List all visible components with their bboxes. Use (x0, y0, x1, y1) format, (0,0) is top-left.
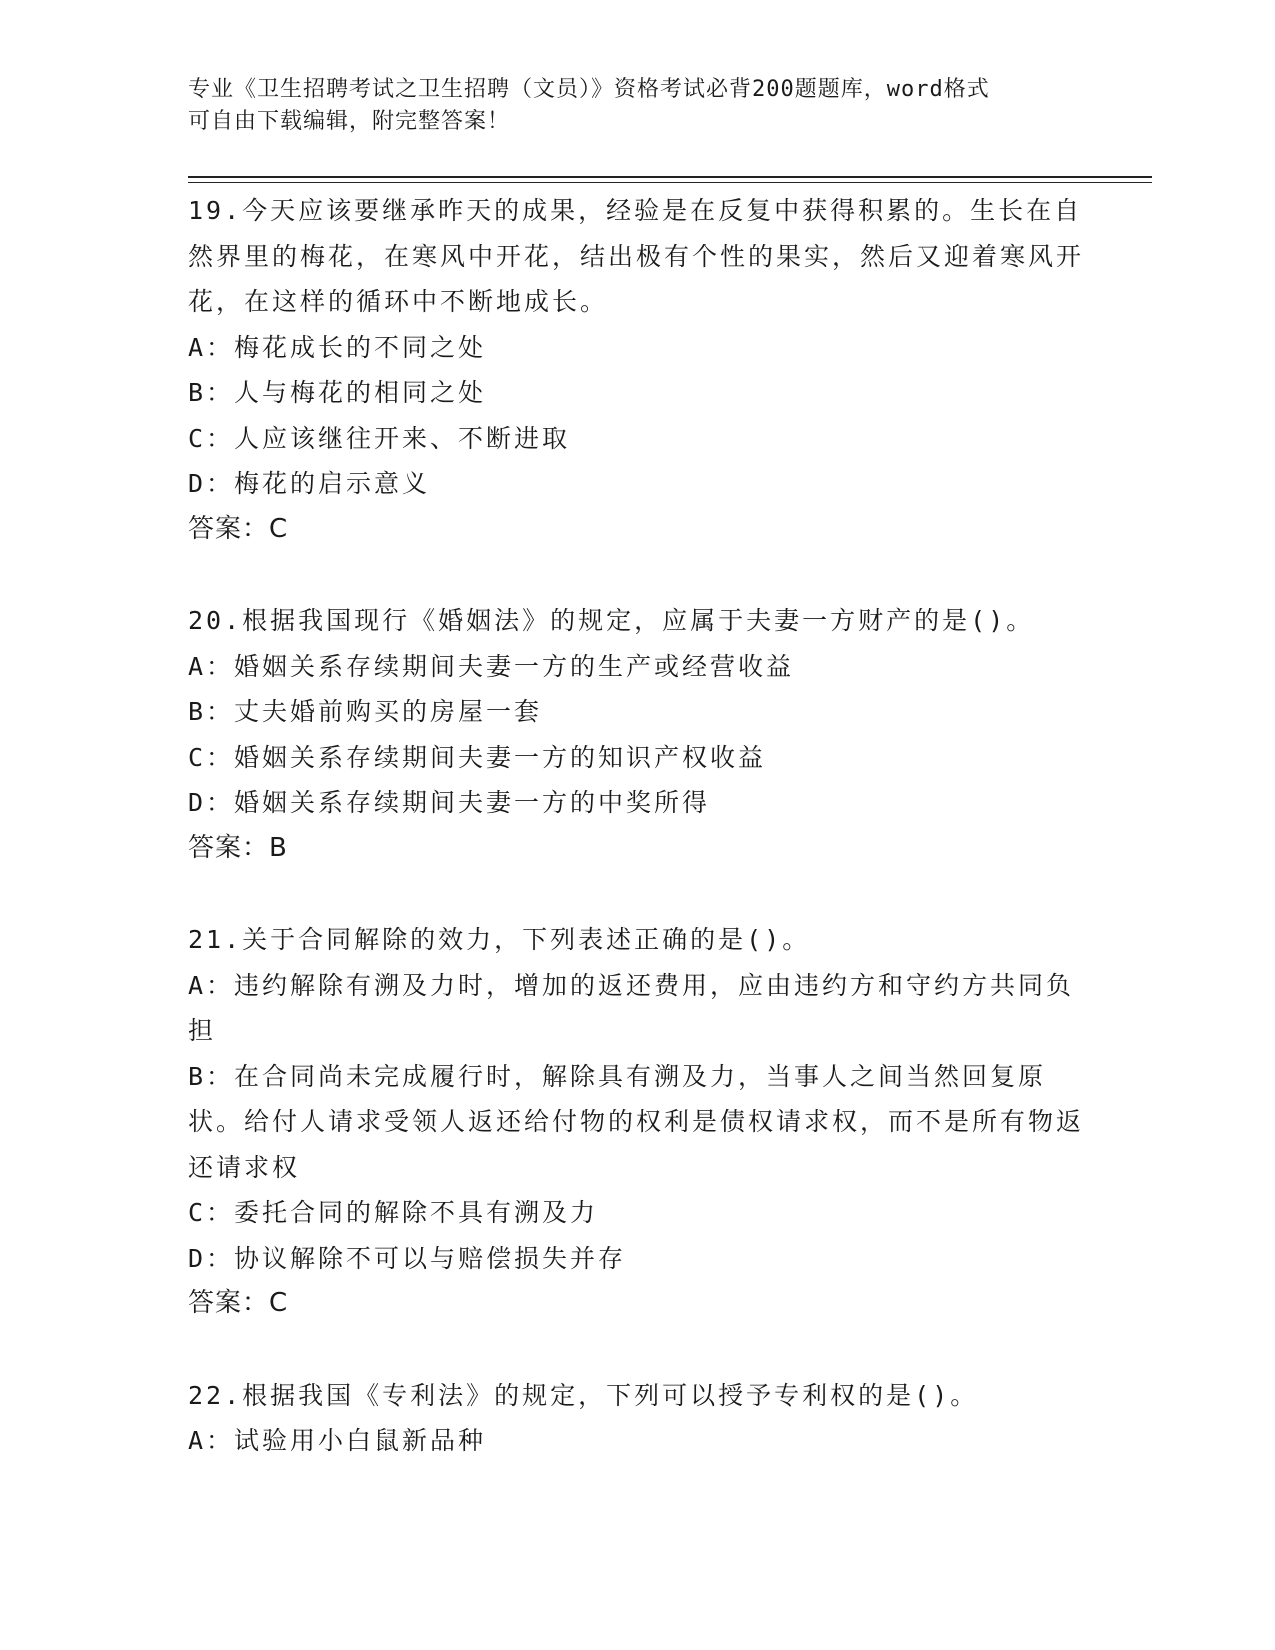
question-20 (188, 598, 1088, 871)
question-stem: 21.关于合同解除的效力，下列表述正确的是()。 (188, 925, 811, 954)
option-a: A：试验用小白鼠新品种 (188, 1426, 487, 1455)
document-header (188, 74, 1068, 138)
answer-label: 答案：C (188, 1288, 289, 1318)
question-list (188, 188, 1088, 1464)
option-c: C：婚姻关系存续期间夫妻一方的知识产权收益 (188, 742, 767, 772)
answer-label: 答案：B (188, 832, 288, 863)
header-divider (188, 176, 1152, 178)
option-c: C：人应该继往开来、不断进取 (188, 423, 571, 453)
option-d: D：协议解除不可以与赔偿损失并存 (188, 1243, 627, 1273)
option-b: B：丈夫婚前购买的房屋一套 (188, 697, 543, 726)
question-21 (188, 917, 1088, 1327)
question-stem: 22.根据我国《专利法》的规定，下列可以授予专利权的是()。 (188, 1380, 979, 1410)
header-line-1: 专业《卫生招聘考试之卫生招聘（文员）》资格考试必背200题题库，word格式 (188, 77, 990, 102)
option-d: D：婚姻关系存续期间夫妻一方的中奖所得 (188, 788, 711, 817)
question-stem: 19.今天应该要继承昨天的成果，经验是在反复中获得积累的。生长在自然界里的梅花，在寒风中开花，结出极有个性的果实，然后又迎着寒风开花，在这样的循环中不断地成长。 (188, 196, 1085, 316)
option-c: C：委托合同的解除不具有溯及力 (188, 1198, 599, 1227)
option-d: D：梅花的启示意义 (188, 469, 431, 498)
answer-label: 答案：C (188, 513, 289, 544)
option-b: B：人与梅花的相同之处 (188, 378, 487, 407)
question-stem: 20.根据我国现行《婚姻法》的规定，应属于夫妻一方财产的是()。 (188, 606, 1035, 635)
header-line-2: 可自由下载编辑，附完整答案！ (188, 109, 511, 134)
option-a: A：违约解除有溯及力时，增加的返还费用，应由违约方和守约方共同负担 (188, 970, 1075, 1045)
question-19 (188, 188, 1088, 552)
option-a: A：婚姻关系存续期间夫妻一方的生产或经营收益 (188, 651, 795, 681)
header-divider-thin (188, 182, 1152, 183)
option-a: A：梅花成长的不同之处 (188, 332, 487, 362)
option-b: B：在合同尚未完成履行时，解除具有溯及力，当事人之间当然回复原状。给付人请求受领人返还给付物的权利是债权请求权，而不是所有物返还请求权 (188, 1061, 1085, 1182)
question-22 (188, 1373, 1088, 1464)
